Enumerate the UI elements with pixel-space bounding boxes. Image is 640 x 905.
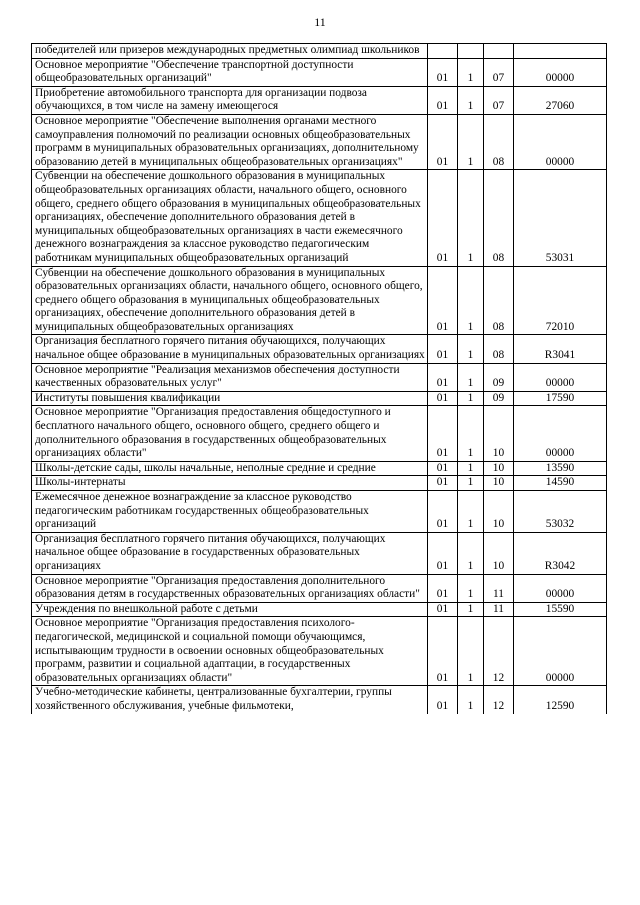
event-code: 08 — [484, 114, 514, 169]
table-row — [32, 491, 607, 533]
row-description: Школы-интернаты — [32, 476, 428, 491]
subprogram-code: 1 — [458, 491, 484, 533]
table-row — [32, 476, 607, 491]
row-description: Школы-детские сады, школы начальные, неполные средние и средние — [32, 461, 428, 476]
table-row — [32, 114, 607, 169]
program-code: 01 — [428, 602, 458, 617]
table-row — [32, 170, 607, 266]
event-code: 10 — [484, 532, 514, 574]
page-number: 11 — [314, 15, 326, 29]
event-code: 12 — [484, 686, 514, 714]
subprogram-code — [458, 44, 484, 59]
row-description: Субвенции на обеспечение дошкольного образования в муниципальных образовательных организациях области, начального общего, основного общего, среднего общего образования в муниципальных общеобразовательных организациях, обеспечение дополнительного образования детей в муниципальных общеобразовательных организациях — [32, 266, 428, 335]
direction-code: 53031 — [514, 170, 607, 266]
program-code: 01 — [428, 391, 458, 406]
direction-code: 53032 — [514, 491, 607, 533]
subprogram-code: 1 — [458, 391, 484, 406]
program-code: 01 — [428, 170, 458, 266]
program-code: 01 — [428, 491, 458, 533]
program-code: 01 — [428, 617, 458, 686]
table-row — [32, 391, 607, 406]
row-description: Учебно-методические кабинеты, централизованные бухгалтерии, группы хозяйственного обслуживания, учебные фильмотеки, — [32, 686, 428, 714]
event-code: 09 — [484, 363, 514, 391]
row-description: Организация бесплатного горячего питания обучающихся, получающих начальное общее образование в государственных образовательных организациях — [32, 532, 428, 574]
direction-code: 00000 — [514, 617, 607, 686]
event-code: 08 — [484, 170, 514, 266]
table-row — [32, 406, 607, 461]
subprogram-code: 1 — [458, 114, 484, 169]
event-code: 10 — [484, 406, 514, 461]
event-code: 10 — [484, 476, 514, 491]
row-description: Ежемесячное денежное вознаграждение за классное руководство педагогическим работникам государственных общеобразовательных организаций — [32, 491, 428, 533]
direction-code: R3041 — [514, 335, 607, 363]
direction-code: 00000 — [514, 58, 607, 86]
direction-code: 72010 — [514, 266, 607, 335]
table-row — [32, 686, 607, 714]
direction-code: 00000 — [514, 406, 607, 461]
direction-code: 15590 — [514, 602, 607, 617]
program-code: 01 — [428, 363, 458, 391]
row-description: Основное мероприятие "Обеспечение транспортной доступности общеобразовательных организаций" — [32, 58, 428, 86]
table-row — [32, 461, 607, 476]
event-code: 11 — [484, 574, 514, 602]
direction-code: 27060 — [514, 86, 607, 114]
direction-code: 12590 — [514, 686, 607, 714]
row-description: Основное мероприятие "Организация предоставления психолого-педагогической, медицинской и социальной помощи обучающимся, испытывающим трудности в освоении основных общеобразовательных программ, развитии и социальной адаптации, в государственных образовательных организациях области" — [32, 617, 428, 686]
subprogram-code: 1 — [458, 58, 484, 86]
subprogram-code: 1 — [458, 532, 484, 574]
table-row — [32, 335, 607, 363]
table-row — [32, 363, 607, 391]
subprogram-code: 1 — [458, 602, 484, 617]
subprogram-code: 1 — [458, 86, 484, 114]
direction-code: 00000 — [514, 114, 607, 169]
program-code: 01 — [428, 58, 458, 86]
event-code: 08 — [484, 266, 514, 335]
event-code: 09 — [484, 391, 514, 406]
program-code: 01 — [428, 406, 458, 461]
direction-code: 00000 — [514, 574, 607, 602]
table-row — [32, 602, 607, 617]
row-description: Институты повышения квалификации — [32, 391, 428, 406]
program-code: 01 — [428, 532, 458, 574]
row-description: Субвенции на обеспечение дошкольного образования в муниципальных общеобразовательных организациях области, начального общего, основного общего, среднего общего образования в муниципальных общеобразовательных организациях, обеспечение дополнительного образования детей в муниципальных общеобразовательных организациях в части ежемесячного денежного вознаграждения за классное руководство педагогическим работникам муниципальных общеобразовательных организаций — [32, 170, 428, 266]
program-code: 01 — [428, 335, 458, 363]
program-code: 01 — [428, 686, 458, 714]
program-code: 01 — [428, 114, 458, 169]
direction-code: 17590 — [514, 391, 607, 406]
program-code: 01 — [428, 266, 458, 335]
direction-code: 13590 — [514, 461, 607, 476]
program-code — [428, 44, 458, 59]
event-code: 10 — [484, 461, 514, 476]
program-code: 01 — [428, 476, 458, 491]
program-code: 01 — [428, 574, 458, 602]
table-row — [32, 44, 607, 59]
subprogram-code: 1 — [458, 461, 484, 476]
row-description: победителей или призеров международных предметных олимпиад школьников — [32, 44, 428, 59]
row-description: Основное мероприятие "Организация предоставления общедоступного и бесплатного начального общего, основного общего, среднего общего и дополнительного образования в государственных общеобразовательных организациях области" — [32, 406, 428, 461]
program-code: 01 — [428, 86, 458, 114]
subprogram-code: 1 — [458, 363, 484, 391]
table-row — [32, 532, 607, 574]
row-description: Учреждения по внешкольной работе с детьми — [32, 602, 428, 617]
direction-code — [514, 44, 607, 59]
subprogram-code: 1 — [458, 170, 484, 266]
subprogram-code: 1 — [458, 266, 484, 335]
table-row — [32, 266, 607, 335]
direction-code: 00000 — [514, 363, 607, 391]
table-row — [32, 574, 607, 602]
direction-code: R3042 — [514, 532, 607, 574]
subprogram-code: 1 — [458, 476, 484, 491]
row-description: Приобретение автомобильного транспорта для организации подвоза обучающихся, в том числе на замену имеющегося — [32, 86, 428, 114]
table-row — [32, 58, 607, 86]
row-description: Основное мероприятие "Обеспечение выполнения органами местного самоуправления полномочий по реализации основных общеобразовательных программ в муниципальных образовательных организациях, дополнительному образованию детей в муниципальных общеобразовательных организациях" — [32, 114, 428, 169]
row-description: Организация бесплатного горячего питания обучающихся, получающих начальное общее образование в муниципальных образовательных организациях — [32, 335, 428, 363]
subprogram-code: 1 — [458, 335, 484, 363]
table-row — [32, 86, 607, 114]
subprogram-code: 1 — [458, 574, 484, 602]
event-code: 11 — [484, 602, 514, 617]
budget-classification-table — [31, 43, 607, 714]
row-description: Основное мероприятие "Реализация механизмов обеспечения доступности качественных образовательных услуг" — [32, 363, 428, 391]
event-code: 07 — [484, 58, 514, 86]
table-row — [32, 617, 607, 686]
subprogram-code: 1 — [458, 686, 484, 714]
subprogram-code: 1 — [458, 406, 484, 461]
event-code: 07 — [484, 86, 514, 114]
row-description: Основное мероприятие "Организация предоставления дополнительного образования детям в государственных образовательных организациях области" — [32, 574, 428, 602]
event-code: 10 — [484, 491, 514, 533]
event-code: 08 — [484, 335, 514, 363]
subprogram-code: 1 — [458, 617, 484, 686]
event-code: 12 — [484, 617, 514, 686]
program-code: 01 — [428, 461, 458, 476]
event-code — [484, 44, 514, 59]
direction-code: 14590 — [514, 476, 607, 491]
